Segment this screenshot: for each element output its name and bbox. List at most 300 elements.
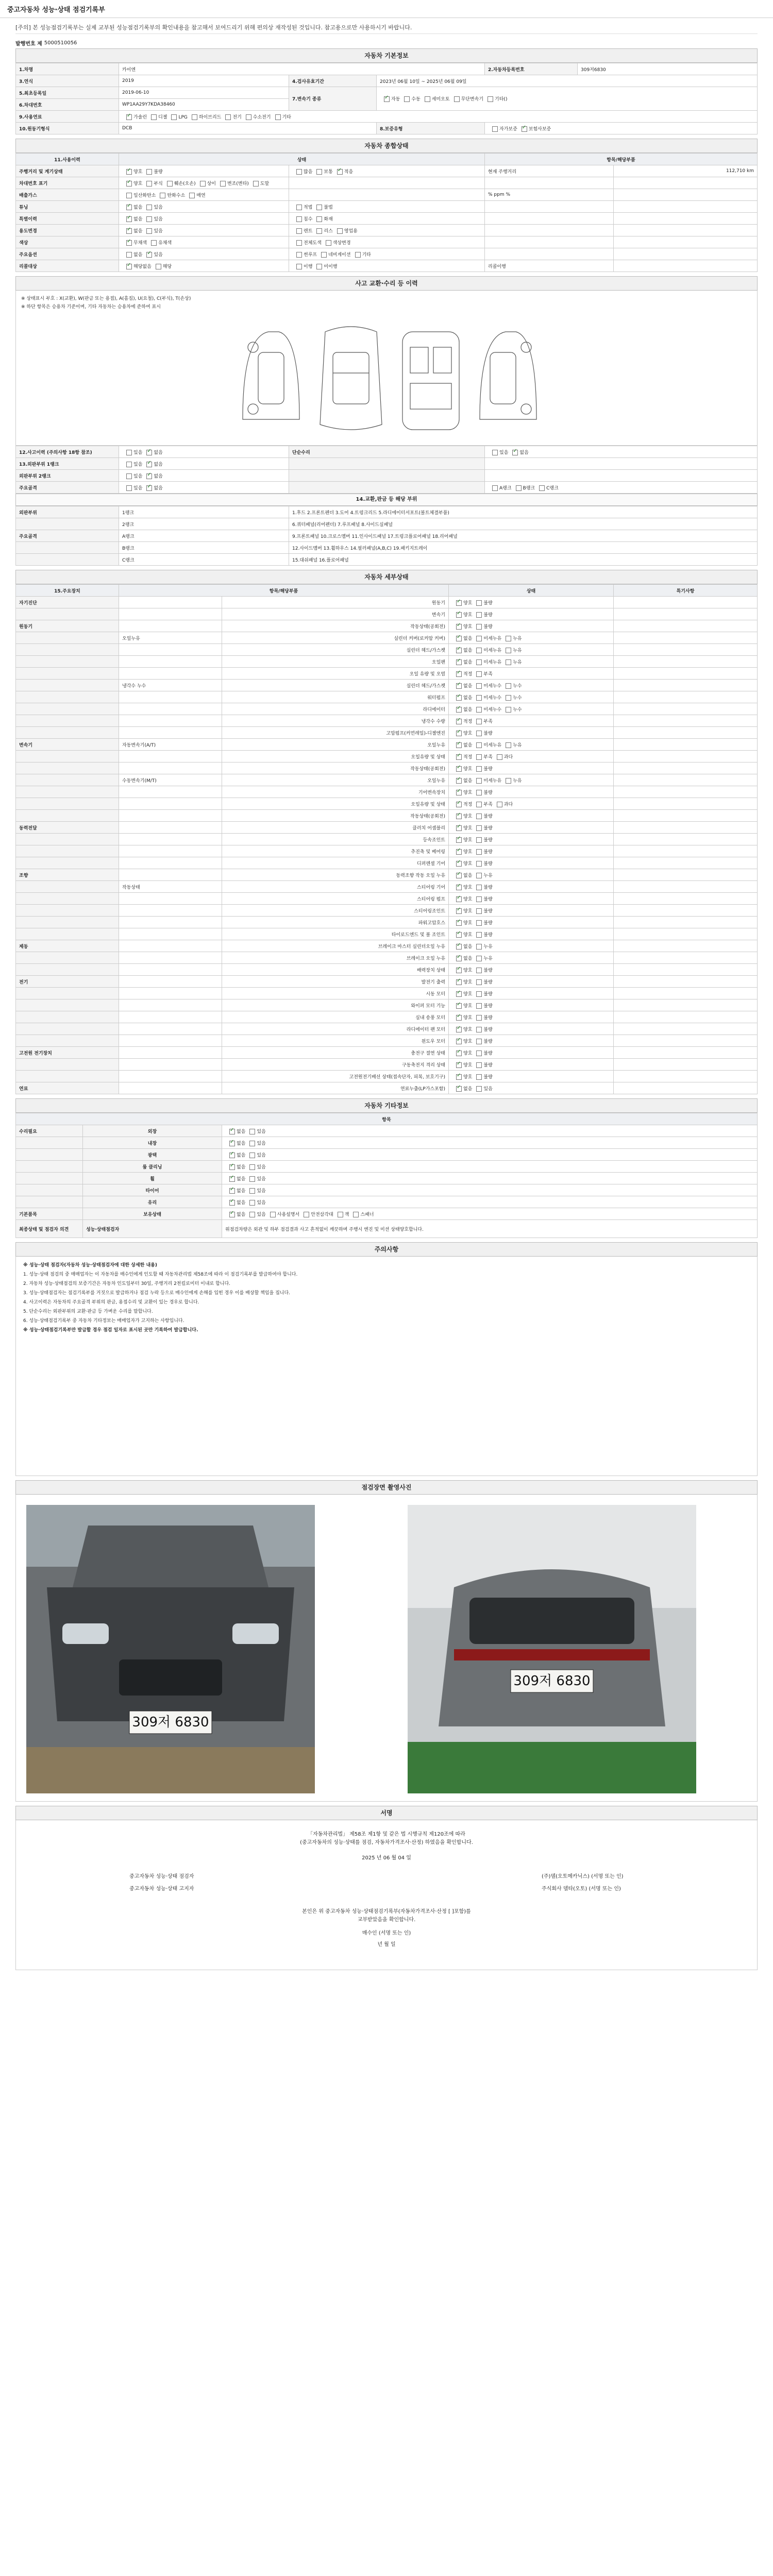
detail-status (449, 1011, 614, 1023)
option-item: B랭크 (512, 486, 535, 491)
option-item: 누유 (501, 778, 522, 784)
detail-subgroup (119, 976, 222, 988)
detail-item: 원동기 (222, 597, 449, 608)
detail-status (449, 881, 614, 893)
detail-note (614, 680, 758, 691)
detail-item: 연료누출(LP가스포함) (222, 1082, 449, 1094)
checkbox-icon (476, 731, 482, 736)
option-item: ✓ 양호 (122, 170, 142, 175)
checkbox-icon (126, 193, 132, 198)
checkbox-icon (476, 861, 482, 867)
detail-group (16, 608, 119, 620)
option-item: 보통 (312, 170, 332, 175)
option-item: ✓ 양호 (452, 790, 472, 795)
checkbox-icon (476, 778, 482, 784)
detail-item: 실린더 헤드/가스켓 (222, 680, 449, 691)
general-row-opts2 (289, 236, 485, 248)
detail-group (16, 644, 119, 656)
detail-item: 스티어링 펌프 (222, 893, 449, 905)
option-item: 변조(변타) (216, 181, 249, 187)
checkbox-icon (353, 1212, 359, 1217)
detail-status (449, 691, 614, 703)
precaution-line: ※ 성능·상태 점검자(자동차 성능·상태점검자에 대한 상세한 내용) (23, 1263, 157, 1268)
option-item: ✓ 적정 (452, 802, 472, 807)
option-item: ✓ 없음 (452, 944, 472, 950)
detail-subgroup (119, 822, 222, 834)
legend-line-2: ※ 하단 항목은 승용차 기준이며, 기타 자동차는 승용차에 준하여 표시 (21, 304, 161, 310)
detail-subgroup (119, 1047, 222, 1059)
checkbox-icon (229, 1164, 235, 1170)
detail-note (614, 810, 758, 822)
checkbox-icon (456, 742, 462, 748)
option-item: ✓ 없음 (225, 1141, 245, 1146)
detail-item: 오일유량 및 상태 (222, 798, 449, 810)
general-row-note (485, 201, 614, 213)
detail-subgroup (119, 691, 222, 703)
option-item: ✓ 양호 (452, 624, 472, 630)
parts-rank: 2랭크 (119, 518, 289, 530)
detail-row (16, 999, 758, 1011)
other-row (16, 1161, 758, 1173)
detail-group (16, 751, 119, 762)
option-item: 있음 (472, 1087, 492, 1092)
option-item: 불량 (472, 885, 492, 890)
other-row (16, 1125, 758, 1137)
checkbox-icon (229, 1188, 235, 1194)
checkbox-icon (456, 790, 462, 795)
option-item: 불량 (472, 992, 492, 997)
cert-no-value: 5000510056 (44, 40, 77, 46)
checkbox-icon (516, 485, 522, 491)
detail-row (16, 632, 758, 644)
checkbox-icon (229, 1200, 235, 1206)
other-group (16, 1196, 83, 1208)
parts-group (16, 554, 119, 566)
checkbox-icon (249, 1212, 255, 1217)
checkbox-icon (476, 754, 482, 760)
option-item: ✓ 양호 (452, 1051, 472, 1056)
receipt-line2: 교부받았음을 확인합니다. (357, 1917, 416, 1923)
option-item: 불량 (472, 767, 492, 772)
checkbox-icon (476, 1086, 482, 1092)
checkbox-icon (476, 742, 482, 748)
detail-status (449, 893, 614, 905)
general-state-table (15, 153, 758, 272)
checkbox-icon (476, 814, 482, 819)
other-group (16, 1161, 83, 1173)
other-opts (222, 1208, 758, 1220)
notice-text: [주의] 본 성능점검기록부는 실제 교부된 성능점검기록부의 확인내용을 참고해서 보여드리기 위해 편의상 재작성된 것입니다. 참고용으로만 사용하시기 바랍니다. (15, 21, 758, 34)
other-item: 유리 (83, 1196, 222, 1208)
detail-note (614, 632, 758, 644)
detail-row (16, 1082, 758, 1094)
option-item: 적법 (292, 205, 312, 210)
detail-row (16, 857, 758, 869)
option-item: ✓ 적정 (452, 672, 472, 677)
option-item: 있음 (142, 205, 162, 210)
section-other-title: 자동차 기타정보 (15, 1098, 758, 1113)
detail-group (16, 691, 119, 703)
detail-note (614, 739, 758, 751)
option-item: 잭 (333, 1212, 349, 1217)
validity-value: 2023년 06월 10일 ~ 2025년 06월 09일 (377, 75, 758, 87)
section-detail-title: 자동차 세부상태 (15, 570, 758, 584)
parts-row (16, 530, 758, 542)
detail-row (16, 715, 758, 727)
option-item: 미이행 (312, 264, 337, 269)
other-item: 내장 (83, 1137, 222, 1149)
general-row-opts (119, 248, 289, 260)
detail-note (614, 597, 758, 608)
option-item: 불량 (472, 1015, 492, 1021)
option-item: ✓ 없음 (452, 956, 472, 961)
option-item: 기타 (271, 115, 291, 120)
checkbox-icon (229, 1212, 235, 1217)
checkbox-icon (476, 1062, 482, 1068)
option-item: 있음 (245, 1177, 265, 1182)
option-item: 사용설명서 (266, 1212, 299, 1217)
option-item: ✓ 없음 (225, 1129, 245, 1134)
accident-row-label: 12.사고이력 (주의사항 18항 참조) (16, 446, 119, 458)
notifier-value: 주식회사 델타(오토) (서명 또는 인) (542, 1886, 621, 1892)
motor-label: 10.원동기형식 (16, 123, 119, 134)
detail-status (449, 845, 614, 857)
detail-group (16, 928, 119, 940)
motor-value: DCB (119, 123, 377, 134)
accident-row-label2 (289, 482, 485, 494)
option-item: ✓ 양호 (452, 897, 472, 902)
parts-text: 6.쿼터패널(리어펜더) 7.루프패널 8.사이드실패널 (289, 518, 758, 530)
option-item: 도말 (249, 181, 269, 187)
checkbox-icon (249, 1164, 255, 1170)
checkbox-icon (506, 636, 511, 641)
detail-subgroup (119, 905, 222, 917)
option-item: 부식 (142, 181, 162, 187)
accident-row-opts (119, 458, 289, 470)
option-item: 썬루프 (292, 252, 317, 258)
sign-line2: (중고자동차의 성능·상태를 점검, 자동차가격조사·산정) 하였음을 확인합니다. (300, 1840, 473, 1845)
parts-row (16, 506, 758, 518)
option-item: ✓ 양호 (452, 968, 472, 973)
inspector-label: 중고자동차 성능·상태 점검자 (129, 1874, 194, 1879)
accident-row-label2 (289, 470, 485, 482)
detail-item: 디퍼렌셜 기어 (222, 857, 449, 869)
checkbox-icon (249, 1129, 255, 1134)
general-row (16, 248, 758, 260)
detail-note (614, 1035, 758, 1047)
option-item: ✓ 양호 (452, 850, 472, 855)
detail-group (16, 810, 119, 822)
checkbox-icon (456, 920, 462, 926)
detail-group (16, 917, 119, 928)
detail-subgroup: 냉각수 누수 (119, 680, 222, 691)
option-item: 누유 (501, 636, 522, 641)
detail-subgroup (119, 928, 222, 940)
checkbox-icon (200, 181, 206, 187)
accident-row-label2: 단순수리 (289, 446, 485, 458)
option-item: 미세누수 (472, 684, 501, 689)
detail-note (614, 988, 758, 999)
option-item: ✓ 없음 (122, 229, 142, 234)
detail-note (614, 999, 758, 1011)
detail-item: 오일팬 (222, 656, 449, 668)
detail-note (614, 869, 758, 881)
detail-subgroup (119, 964, 222, 976)
detail-item: 클러치 어셈블리 (222, 822, 449, 834)
checkbox-icon (476, 790, 482, 795)
parts-rank: 1랭크 (119, 506, 289, 518)
general-row-note: % ppm % (485, 189, 614, 201)
checkbox-icon (296, 252, 302, 258)
checkbox-icon (506, 742, 511, 748)
general-row-opts2 (289, 189, 485, 201)
opinion-label: 최종상태 및 점검자 의견 (16, 1220, 83, 1238)
detail-row (16, 703, 758, 715)
detail-group (16, 999, 119, 1011)
accident-table (15, 446, 758, 494)
detail-item: 브레이크 마스터 실린더오일 누유 (222, 940, 449, 952)
option-item: ✓ 없음 (452, 1087, 472, 1092)
detail-note (614, 976, 758, 988)
option-item: 있음 (245, 1189, 265, 1194)
checkbox-icon (229, 1129, 235, 1134)
option-item: 색상변경 (322, 241, 351, 246)
general-row-note (485, 213, 614, 225)
option-item: ✓ 없음 (142, 486, 162, 491)
checkbox-icon (456, 695, 462, 701)
accident-row (16, 470, 758, 482)
option-item: ✓ 있음 (142, 252, 162, 258)
option-item: 해당 (152, 264, 172, 269)
detail-note (614, 751, 758, 762)
checkbox-icon (456, 636, 462, 641)
detail-status (449, 928, 614, 940)
detail-subgroup (119, 952, 222, 964)
detail-status (449, 869, 614, 881)
detail-group (16, 798, 119, 810)
accident-row-label: 주요골격 (16, 482, 119, 494)
checkbox-icon (488, 96, 493, 102)
option-item: 안전삼각대 (299, 1212, 333, 1217)
precaution-line: 6. 성능·상태점검기록부 중 자동차 기타정보는 매매업자가 고지하는 사항입니다. (23, 1318, 184, 1324)
detail-subgroup: 수동변속기(M/T) (119, 774, 222, 786)
option-item: ✓ 없음 (142, 450, 162, 455)
parts-rank: C랭크 (119, 554, 289, 566)
checkbox-icon (476, 659, 482, 665)
option-item: 불량 (472, 980, 492, 985)
checkbox-icon (456, 754, 462, 760)
checkbox-icon (126, 216, 132, 222)
fuel-options (119, 111, 758, 123)
checkbox-icon (296, 240, 302, 246)
general-row-value (614, 201, 758, 213)
checkbox-icon (167, 181, 173, 187)
detail-note (614, 1071, 758, 1082)
option-item: 이행 (292, 264, 312, 269)
checkbox-icon (476, 707, 482, 713)
option-item: 네비게이션 (317, 252, 350, 258)
option-item: ✓ 없음 (142, 462, 162, 467)
other-opts (222, 1184, 758, 1196)
detail-row (16, 1059, 758, 1071)
front-photo (26, 1505, 315, 1793)
checkbox-icon (126, 264, 132, 269)
detail-note (614, 952, 758, 964)
option-item: ✓ 없음 (225, 1212, 245, 1217)
detail-status (449, 952, 614, 964)
option-item: 있음 (122, 462, 142, 467)
precaution-line: 5. 단순수리는 외판부위의 교환·판금 등 가벼운 수리를 말합니다. (23, 1309, 153, 1314)
option-item: 디젤 (147, 115, 167, 120)
detail-status (449, 940, 614, 952)
option-item: 있음 (245, 1212, 265, 1217)
detail-subgroup (119, 940, 222, 952)
accident-legend (21, 295, 191, 311)
sign-area (15, 1820, 758, 1970)
detail-hdr4: 특기사항 (614, 585, 758, 597)
option-item: 있음 (488, 450, 508, 455)
detail-status (449, 762, 614, 774)
checkbox-icon (425, 96, 430, 102)
detail-subgroup (119, 999, 222, 1011)
detail-row (16, 988, 758, 999)
checkbox-icon (476, 885, 482, 890)
other-item: 룸 클리닝 (83, 1161, 222, 1173)
detail-group: 제동 (16, 940, 119, 952)
option-item: 화재 (312, 217, 332, 222)
detail-status (449, 739, 614, 751)
detail-note (614, 715, 758, 727)
car-outline-diagram (232, 316, 542, 440)
detail-group (16, 857, 119, 869)
checkbox-icon (476, 636, 482, 641)
photos-area (15, 1495, 758, 1802)
option-item: ✓ 양호 (452, 933, 472, 938)
checkbox-icon (220, 181, 226, 187)
option-item: ✓ 없음 (225, 1200, 245, 1206)
detail-note (614, 774, 758, 786)
detail-subgroup (119, 1071, 222, 1082)
checkbox-icon (476, 1015, 482, 1021)
detail-item: 배력장치 상태 (222, 964, 449, 976)
detail-status (449, 810, 614, 822)
detail-row (16, 893, 758, 905)
checkbox-icon (456, 624, 462, 630)
detail-group (16, 952, 119, 964)
option-item: 있음 (122, 474, 142, 479)
detail-item: 냉각수 수량 (222, 715, 449, 727)
checkbox-icon (476, 944, 482, 950)
checkbox-icon (146, 216, 152, 222)
checkbox-icon (456, 802, 462, 807)
option-item: 부족 (472, 719, 492, 724)
detail-item: 실내 송풍 모터 (222, 1011, 449, 1023)
checkbox-icon (456, 896, 462, 902)
detail-note (614, 668, 758, 680)
detail-group (16, 834, 119, 845)
option-item: 불량 (472, 1027, 492, 1032)
checkbox-icon (492, 450, 498, 455)
parts-text: 15.대쉬패널 16.플로어패널 (289, 554, 758, 566)
buyer-date: 년 월 일 (377, 1942, 396, 1947)
checkbox-icon (404, 96, 410, 102)
legend-line-1: ※ 상태표시 부호 : X(교환), W(판금 또는 용접), A(흠집), U(요철), C(부식), T(손상) (21, 296, 191, 301)
checkbox-icon (506, 695, 511, 701)
detail-status (449, 727, 614, 739)
detail-row (16, 822, 758, 834)
other-opts (222, 1161, 758, 1173)
detail-group (16, 656, 119, 668)
checkbox-icon (192, 114, 197, 120)
checkbox-icon (126, 240, 132, 246)
warranty-label: 8.보증유형 (377, 123, 485, 134)
checkbox-icon (456, 1027, 462, 1032)
detail-subgroup (119, 988, 222, 999)
detail-note (614, 905, 758, 917)
reg-no-value: 309저6830 (578, 63, 758, 75)
option-item: 있음 (142, 217, 162, 222)
checkbox-icon (296, 169, 302, 175)
detail-item: 브레이크 오일 누유 (222, 952, 449, 964)
option-item: ✓ 양호 (452, 861, 472, 867)
general-row-opts (119, 177, 289, 189)
checkbox-icon (456, 719, 462, 724)
detail-group (16, 680, 119, 691)
detail-note (614, 620, 758, 632)
detail-note (614, 762, 758, 774)
checkbox-icon (512, 450, 518, 455)
accident-row (16, 482, 758, 494)
detail-row (16, 1011, 758, 1023)
first-reg-label: 5.최초등록일 (16, 87, 119, 99)
checkbox-icon (476, 695, 482, 701)
checkbox-icon (506, 778, 511, 784)
other-item: 광택 (83, 1149, 222, 1161)
option-item: ✓ 없음 (142, 474, 162, 479)
general-row-label: 배출가스 (16, 189, 119, 201)
checkbox-icon (146, 252, 152, 258)
option-item: 있음 (245, 1141, 265, 1146)
option-item: ✓ 없음 (122, 217, 142, 222)
checkbox-icon (476, 719, 482, 724)
detail-row (16, 798, 758, 810)
accident-row-label: 외판부위 2랭크 (16, 470, 119, 482)
accident-diagram (15, 291, 758, 446)
detail-status (449, 1035, 614, 1047)
parts-group: 외판부위 (16, 506, 119, 518)
detail-row (16, 656, 758, 668)
general-row (16, 177, 758, 189)
detail-group (16, 905, 119, 917)
checkbox-icon (456, 885, 462, 890)
checkbox-icon (456, 659, 462, 665)
option-item: 불량 (472, 861, 492, 867)
option-item: 불량 (472, 850, 492, 855)
detail-subgroup (119, 917, 222, 928)
detail-item: 오일누유 (222, 774, 449, 786)
year-label: 3.연식 (16, 75, 119, 87)
detail-item: 실린더 커버(로커암 커버) (222, 632, 449, 644)
detail-subgroup (119, 656, 222, 668)
detail-group: 연료 (16, 1082, 119, 1094)
section-general-title: 자동차 종합상태 (15, 139, 758, 153)
option-item: 불량 (472, 1063, 492, 1068)
detail-item: 스티어링 기어 (222, 881, 449, 893)
option-item: 미세누유 (472, 778, 501, 784)
detail-group (16, 703, 119, 715)
option-item: 전체도색 (292, 241, 322, 246)
checkbox-icon (456, 873, 462, 878)
